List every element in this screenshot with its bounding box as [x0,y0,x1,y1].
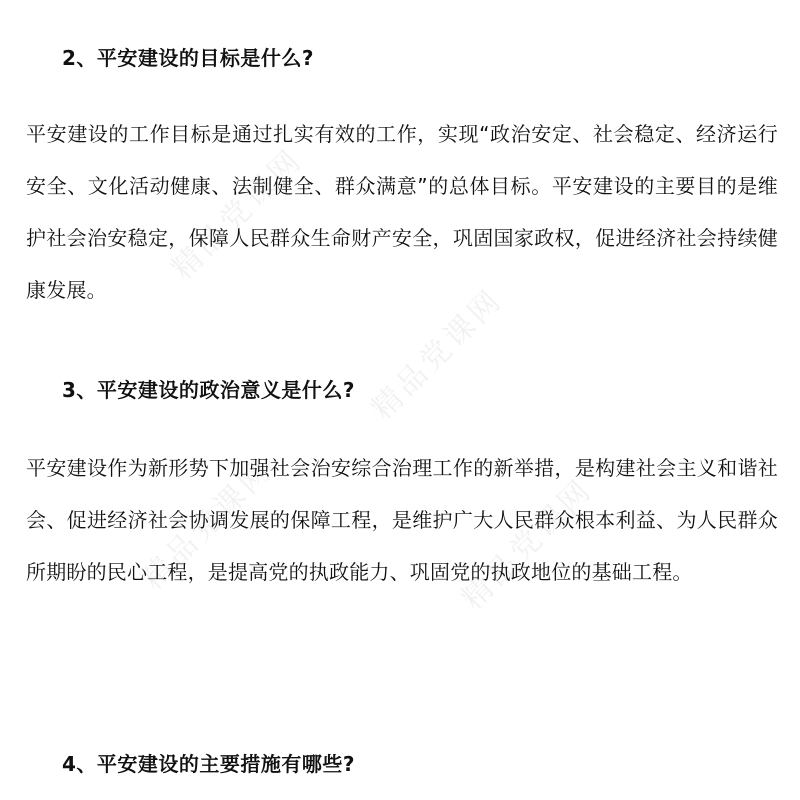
watermark-text: 精品党课网 [364,281,510,427]
watermark-text: 精品党课网 [134,451,280,597]
section-heading-4: 4、平安建设的主要措施有哪些? [62,752,356,776]
section-paragraph-2: 平安建设的工作目标是通过扎实有效的工作，实现“政治安定、社会稳定、经济运行安全、文化活动健康、法制健全、群众满意”的总体目标。平安建设的主要目的是维护社会治安稳定，保障人民群众生命财产安全，巩固国家政权，促进经济社会持续健康发展。 [26,122,778,302]
section-heading-3: 3、平安建设的政治意义是什么? [62,378,356,402]
section-paragraph-3: 平安建设作为新形势下加强社会治安综合治理工作的新举措，是构建社会主义和谐社会、促进经济社会协调发展的保障工程，是维护广大人民群众根本利益、为人民群众所期盼的民心工程，是提高党的执政能力、巩固党的执政地位的基础工程。 [26,456,778,584]
section-heading-2: 2、平安建设的目标是什么? [62,46,315,70]
watermark-text: 精品党课网 [454,471,600,617]
watermark-text: 精品党课网 [164,141,310,287]
